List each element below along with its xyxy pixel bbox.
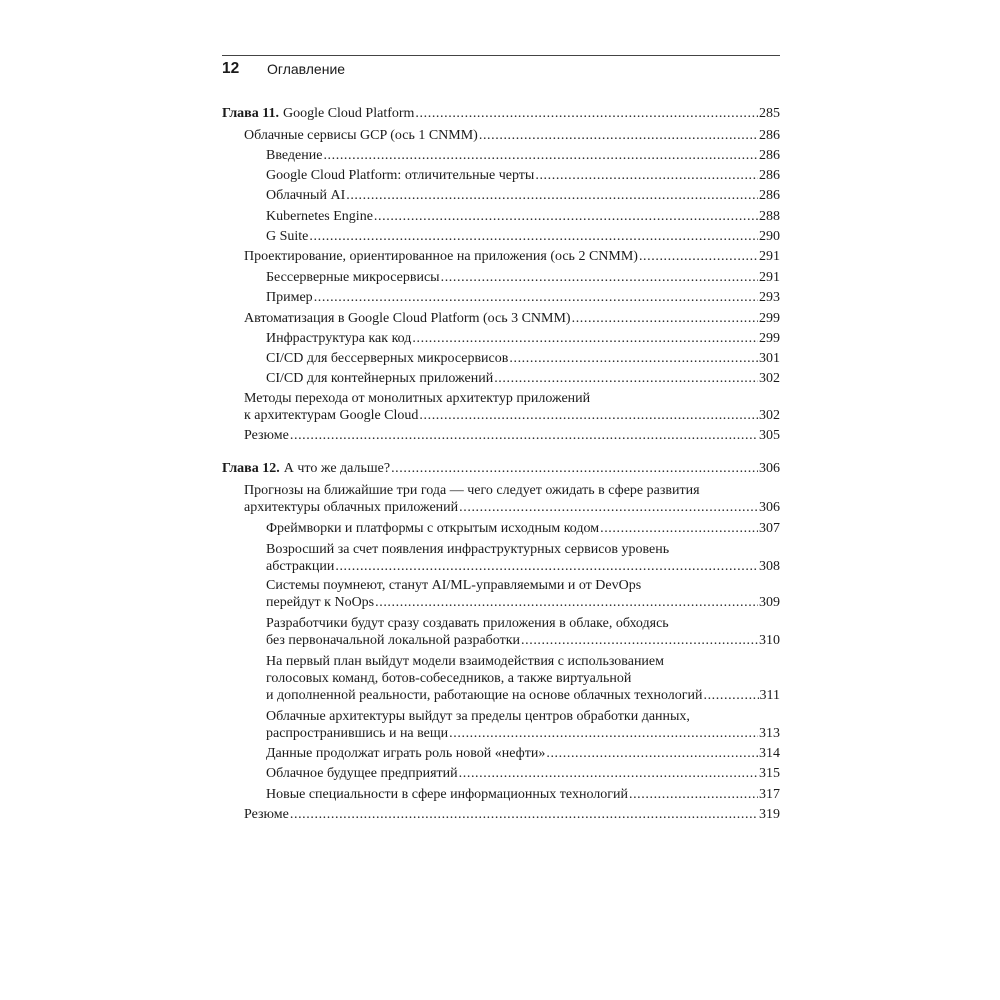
toc-subsection xyxy=(266,745,780,762)
page-ref: 302 xyxy=(759,371,780,386)
toc-subsection xyxy=(266,147,780,164)
page-ref: 309 xyxy=(759,595,780,610)
dot-leader xyxy=(419,407,758,424)
page-ref: 317 xyxy=(759,787,780,802)
dot-leader xyxy=(459,499,758,516)
page-ref: 307 xyxy=(759,521,780,536)
section-title: Проектирование, ориентированное на приложения (ось 2 CNMM) xyxy=(244,249,638,264)
subsection-title: Инфраструктура как код xyxy=(266,331,412,346)
page-ref: 306 xyxy=(759,461,780,476)
subsection-title-line: Облачные архитектуры выйдут за пределы центров обработки данных, xyxy=(266,709,690,724)
toc-chapter-11 xyxy=(222,105,780,122)
page-ref: 299 xyxy=(759,331,780,346)
subsection-title-line: Системы поумнеют, станут AI/ML-управляемыми и от DevOps xyxy=(266,578,642,593)
subsection-title-line: голосовых команд, ботов-собеседников, а также виртуальной xyxy=(266,671,632,686)
section-title-line: Прогнозы на ближайшие три года — чего следует ожидать в сфере развития xyxy=(244,483,700,498)
toc-subsection xyxy=(266,167,780,184)
toc-subsection xyxy=(266,786,780,803)
page-ref: 306 xyxy=(759,500,780,515)
subsection-title: перейдут к NoOps xyxy=(266,595,375,610)
section-title-line: Методы перехода от монолитных архитектур приложений xyxy=(244,391,591,406)
page-ref: 293 xyxy=(759,290,780,305)
toc-subsection xyxy=(266,289,780,306)
section-title: к архитектурам Google Cloud xyxy=(244,408,419,423)
page-ref: 313 xyxy=(759,726,780,741)
dot-leader xyxy=(335,558,758,575)
page-ref: 301 xyxy=(759,351,780,366)
subsection-title: Облачное будущее предприятий xyxy=(266,766,458,781)
chapter-title: Google Cloud Platform xyxy=(282,106,415,121)
subsection-title: без первоначальной локальной разработки xyxy=(266,633,521,648)
dot-leader xyxy=(509,350,758,367)
dot-leader xyxy=(639,248,758,265)
subsection-title: CI/CD для контейнерных приложений xyxy=(266,371,494,386)
dot-leader xyxy=(415,105,758,122)
dot-leader xyxy=(535,167,758,184)
page-ref: 299 xyxy=(759,311,780,326)
dot-leader xyxy=(346,187,758,204)
dot-leader xyxy=(441,269,758,286)
toc-subsection xyxy=(266,632,780,649)
page-ref: 288 xyxy=(759,209,780,224)
toc-section xyxy=(244,310,780,327)
subsection-title: Облачный AI xyxy=(266,188,346,203)
dot-leader xyxy=(546,745,758,762)
subsection-title: Фреймворки и платформы с открытым исходным кодом xyxy=(266,521,600,536)
subsection-title: G Suite xyxy=(266,229,309,244)
toc-section xyxy=(244,427,780,444)
page-number: 12 xyxy=(222,60,240,77)
subsection-title: Введение xyxy=(266,148,323,163)
toc-subsection xyxy=(266,187,780,204)
dot-leader xyxy=(572,310,758,327)
dot-leader xyxy=(449,725,758,742)
subsection-title: CI/CD для бессерверных микросервисов xyxy=(266,351,509,366)
page-ref: 310 xyxy=(759,633,780,648)
page-ref: 308 xyxy=(759,559,780,574)
toc-subsection xyxy=(266,594,780,611)
dot-leader xyxy=(629,786,758,803)
dot-leader xyxy=(479,127,758,144)
dot-leader xyxy=(412,330,758,347)
chapter-label: Глава 12. xyxy=(222,461,280,476)
toc-section xyxy=(244,407,780,424)
chapter-label: Глава 11. xyxy=(222,106,279,121)
dot-leader xyxy=(309,228,758,245)
toc-subsection xyxy=(266,558,780,575)
page-ref: 286 xyxy=(759,188,780,203)
toc-chapter-12 xyxy=(222,460,780,477)
page-ref: 315 xyxy=(759,766,780,781)
page-ref: 319 xyxy=(759,807,780,822)
subsection-title-line: На первый план выйдут модели взаимодействия с использованием xyxy=(266,654,664,669)
toc-subsection xyxy=(266,520,780,537)
dot-leader xyxy=(290,427,758,444)
chapter-title: А что же дальше? xyxy=(283,461,391,476)
page-ref: 302 xyxy=(759,408,780,423)
toc-section xyxy=(244,499,780,516)
dot-leader xyxy=(521,632,758,649)
dot-leader xyxy=(314,289,758,306)
dot-leader xyxy=(494,370,758,387)
toc-section xyxy=(244,248,780,265)
toc-subsection xyxy=(266,350,780,367)
dot-leader xyxy=(391,460,758,477)
dot-leader xyxy=(459,765,758,782)
dot-leader xyxy=(290,806,758,823)
page-ref: 290 xyxy=(759,229,780,244)
toc-subsection xyxy=(266,765,780,782)
toc-subsection xyxy=(266,687,780,704)
page-ref: 285 xyxy=(759,106,780,121)
subsection-title: и дополненной реальности, работающие на основе облачных технологий xyxy=(266,688,703,703)
toc-subsection xyxy=(266,208,780,225)
dot-leader xyxy=(323,147,758,164)
section-title: архитектуры облачных приложений xyxy=(244,500,459,515)
subsection-title: Бессерверные микросервисы xyxy=(266,270,440,285)
dot-leader xyxy=(374,208,758,225)
section-title: Резюме xyxy=(244,428,289,443)
subsection-title: Google Cloud Platform: отличительные черты xyxy=(266,168,535,183)
subsection-title: абстракции xyxy=(266,559,335,574)
dot-leader xyxy=(600,520,758,537)
page-ref: 286 xyxy=(759,128,780,143)
page-ref: 286 xyxy=(759,148,780,163)
dot-leader xyxy=(375,594,758,611)
toc-subsection xyxy=(266,330,780,347)
toc-subsection xyxy=(266,370,780,387)
subsection-title-line: Возросший за счет появления инфраструктурных сервисов уровень xyxy=(266,542,670,557)
running-title: Оглавление xyxy=(267,61,346,77)
toc-subsection xyxy=(266,269,780,286)
page-ref: 314 xyxy=(759,746,780,761)
subsection-title: Kubernetes Engine xyxy=(266,209,373,224)
subsection-title: Данные продолжат играть роль новой «нефти» xyxy=(266,746,546,761)
subsection-title: Пример xyxy=(266,290,313,305)
page-ref: 291 xyxy=(759,249,780,264)
page-ref: 291 xyxy=(759,270,780,285)
section-title: Автоматизация в Google Cloud Platform (ось 3 CNMM) xyxy=(244,311,571,326)
toc-subsection xyxy=(266,228,780,245)
subsection-title: Новые специальности в сфере информационных технологий xyxy=(266,787,628,802)
page-ref: 305 xyxy=(759,428,780,443)
page-ref: 286 xyxy=(759,168,780,183)
page-ref: 311 xyxy=(759,688,780,703)
subsection-title: распространившись и на вещи xyxy=(266,726,449,741)
section-title: Облачные сервисы GCP (ось 1 CNMM) xyxy=(244,128,478,143)
dot-leader xyxy=(703,687,758,704)
section-title: Резюме xyxy=(244,807,289,822)
toc-section xyxy=(244,127,780,144)
subsection-title-line: Разработчики будут сразу создавать приложения в облаке, обходясь xyxy=(266,616,669,631)
toc-subsection xyxy=(266,725,780,742)
toc-section xyxy=(244,806,780,823)
